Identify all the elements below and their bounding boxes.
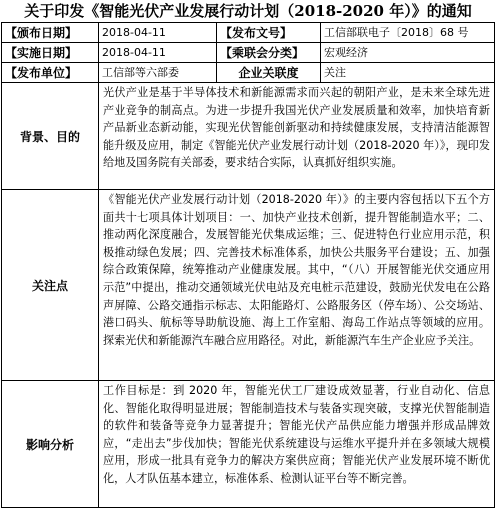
- issue-date-value: 2018-04-11: [99, 23, 217, 43]
- background-label: 背景、目的: [2, 83, 99, 190]
- impact-label: 影响分析: [2, 381, 99, 508]
- policy-info-table: [1, 22, 495, 508]
- background-text: 光伏产业是基于半导体技术和新能源需求而兴起的朝阳产业，是未来全球先进产业竞争的制高点。为进一步提升我国光伏产业发展质量和效率，加快培育新产品新业态新动能，实现光伏智能创新驱动和持续健康发展，支持清洁能源智能升级及应用，制定《智能光伏产业发展行动计划（2018-2020 年）》，现印发给地及国务院有关部委，要求结合实际，认真抓好组织实施。: [99, 83, 495, 190]
- issue-date-label: 【颁布日期】: [2, 23, 99, 43]
- meta-row-publisher: [2, 63, 495, 83]
- meta-row-dates: [2, 23, 495, 43]
- impact-row: [2, 381, 495, 508]
- focus-label: 关注点: [2, 190, 99, 381]
- background-row: [2, 83, 495, 190]
- relevance-label: 企业关联度: [217, 63, 321, 83]
- category-value: 宏观经济: [321, 43, 495, 63]
- doc-number-label: 【发布文号】: [217, 23, 321, 43]
- impl-date-value: 2018-04-11: [99, 43, 217, 63]
- meta-row-impl: [2, 43, 495, 63]
- impl-date-label: 【实施日期】: [2, 43, 99, 63]
- document-title: 关于印发《智能光伏产业发展行动计划（2018-2020 年）》的通知: [24, 2, 472, 20]
- publisher-label: 【发布单位】: [2, 63, 99, 83]
- publisher-value: 工信部等六部委: [99, 63, 217, 83]
- relevance-value: 关注: [321, 63, 495, 83]
- focus-row: [2, 190, 495, 381]
- focus-text: 《智能光伏产业发展行动计划（2018-2020 年）》的主要内容包括以下五个方面共十七项具体计划项目：一、加快产业技术创新，提升智能制造水平；二、推动两化深度融合，发展智能光伏集成运维；三、促进特色行业应用示范，积极推动绿色发展；四、完善技术标准体系，加快公共服务平台建设；五、加强综合政策保障，统筹推动产业健康发展。其中，“（八）开展智能光伏交通应用示范”中提出，推动交通领域光伏电站及充电桩示范建设，鼓励光伏发电在公路声屏障、公路交通指示标志、太阳能路灯、公路服务区（停车场）、公交场站、港口码头、航标等导助航设施、海上工作室船、海岛工作站点等领域的应用。探索光伏和新能源汽车融合应用路径。对此，新能源汽车生产企业应予关注。: [99, 190, 495, 381]
- category-label: 【乘联会分类】: [217, 43, 321, 63]
- impact-text: 工作目标是：到 2020 年，智能光伏工厂建设成效显著，行业自动化、信息化、智能化取得明显进展；智能制造技术与装备实现突破，支撑光伏智能制造的软件和装备等竞争力显著提升；智能光伏产品供应能力增强并形成品牌效应，“走出去”步伐加快；智能光伏系统建设与运维水平提升并在多领域大规模应用，形成一批具有竞争力的解决方案供应商；智能光伏产业发展环境不断优化，人才队伍基本建立，标准体系、检测认证平台等不断完善。: [99, 381, 495, 508]
- doc-number-value: 工信部联电子〔2018〕68 号: [321, 23, 495, 43]
